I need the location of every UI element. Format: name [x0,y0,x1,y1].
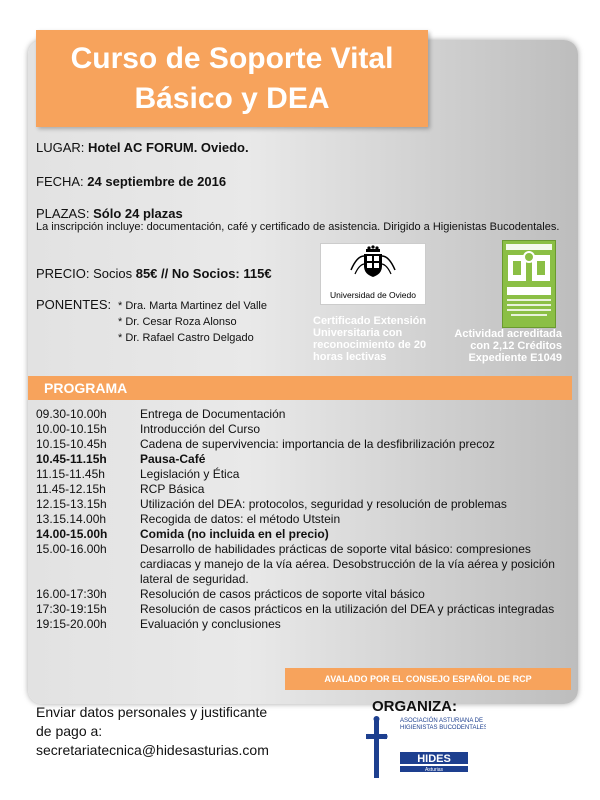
schedule-desc: Cadena de supervivencia: importancia de la desfibrilización precoz [140,437,495,451]
schedule-row [36,407,566,422]
acreditacion-text [426,328,562,364]
avalado-text: AVALADO POR EL CONSEJO ESPAÑOL DE RCP [324,674,532,684]
schedule-row [36,587,566,602]
schedule-time: 14.00-15.00h [36,527,108,541]
schedule-row [36,437,566,452]
fecha-line [36,174,226,189]
ponentes-label: PONENTES: [36,297,112,312]
schedule-desc: Recogida de datos: el método Utstein [140,512,341,526]
footer-line-1: Enviar datos personales y justificante [36,704,268,720]
university-crest-icon [321,244,425,288]
schedule-desc: Pausa-Café [140,452,206,466]
schedule-row [36,422,566,437]
accreditation-logo [502,240,556,328]
university-name: Universidad de Oviedo [330,290,416,300]
precio-label: PRECIO: Socios [36,266,133,281]
schedule-time: 16.00-17:30h [36,587,107,601]
precio-line [36,266,272,281]
schedule-row [36,467,566,482]
plazas-line [36,206,183,221]
hides-region: Asturias [424,767,444,773]
hides-assoc-line-1: ASOCIACIÓN ASTURIANA DE [400,718,484,724]
schedule-row [36,497,566,512]
acreditacion-line-3: Expediente E1049 [468,352,562,364]
schedule-time: 12.15-13.15h [36,497,107,511]
plazas-label: PLAZAS: [36,206,90,221]
hides-name: HIDES [417,753,451,765]
lugar-value: Hotel AC FORUM. Oviedo. [88,140,249,155]
precio-value: 85€ // No Socios: 115€ [135,266,272,281]
schedule-time: 10.00-10.15h [36,422,107,436]
schedule-time: 09.30-10.00h [36,407,107,421]
schedule-time: 15.00-16.00h [36,542,107,556]
schedule-time: 10.45-11.15h [36,452,107,466]
fecha-label: FECHA: [36,174,84,189]
schedule-row [36,452,566,467]
schedule-time: 10.15-10.45h [36,437,107,451]
schedule-desc: Legislación y Ética [140,467,240,481]
footer-line-2: de pago a: [36,723,103,739]
schedule-row [36,542,566,587]
schedule-table [36,407,566,632]
schedule-row [36,602,566,617]
accreditation-seal-icon [503,241,555,327]
lugar-label: LUGAR: [36,140,85,155]
schedule-desc: Entrega de Documentación [140,407,286,421]
fecha-value: 24 septiembre de 2016 [87,174,227,189]
hides-assoc-line-2: HIGIENISTAS BUCODENTALES [400,725,486,731]
schedule-time: 11.15-11.45h [36,467,105,481]
hides-logo [366,714,486,780]
hides-emblem-icon [366,714,486,780]
avalado-banner [285,668,571,690]
schedule-desc: Introducción del Curso [140,422,261,436]
schedule-desc: Resolución de casos prácticos en la utilización del DEA y prácticas integradas [140,602,555,616]
plazas-value: Sólo 24 plazas [93,206,183,221]
schedule-desc: Desarrollo de habilidades prácticas de soporte vital básico: compresiones cardiacas y manejo de la vía aérea. Desobstrucción de la vía aérea y posición lateral de seguridad. [140,542,555,586]
programa-label: PROGRAMA [44,380,128,396]
title-line-1: Curso de Soporte Vital [70,42,394,75]
schedule-row [36,482,566,497]
schedule-row [36,512,566,527]
schedule-desc: RCP Básica [140,482,205,496]
acreditacion-line-1: Actividad acreditada [454,328,562,340]
schedule-time: 17:30-19:15h [36,602,107,616]
title-line-2: Básico y DEA [134,82,330,115]
programa-banner [28,376,572,400]
footer-email: secretariatecnica@hidesasturias.com [36,742,269,758]
schedule-time: 13.15.14.00h [36,512,107,526]
schedule-desc: Comida (no incluida en el precio) [140,527,329,541]
schedule-desc: Evaluación y conclusiones [140,617,281,631]
organiza-label: ORGANIZA: [372,698,457,715]
schedule-row [36,527,566,542]
schedule-row [36,617,566,632]
certificado-text: Certificado Extensión Universitaria con reconocimiento de 20 horas lectivas [313,315,427,363]
acreditacion-line-2: con 2,12 Créditos [470,340,562,352]
ponente-3: * Dr. Rafael Castro Delgado [118,332,254,344]
schedule-desc: Utilización del DEA: protocolos, seguridad y resolución de problemas [140,497,507,511]
title-banner [36,30,428,127]
universidad-oviedo-logo [320,243,426,305]
schedule-time: 11.45-12.15h [36,482,106,496]
schedule-time: 19:15-20.00h [36,617,107,631]
ponente-1: * Dra. Marta Martinez del Valle [118,300,267,312]
lugar-line [36,140,249,155]
footer-contact [36,703,326,760]
schedule-desc: Resolución de casos prácticos de soporte vital básico [140,587,425,601]
ponente-2: * Dr. Cesar Roza Alonso [118,316,237,328]
plazas-note: La inscripción incluye: documentación, café y certificado de asistencia. Dirigido a Higienistas Bucodentales. [36,221,560,233]
